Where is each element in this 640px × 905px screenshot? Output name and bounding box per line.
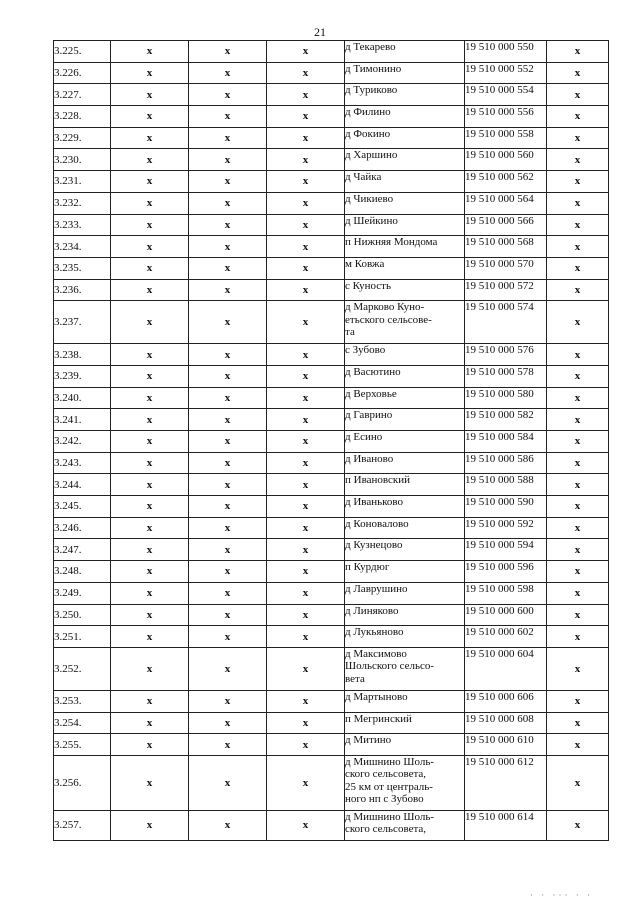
x-mark: x [189,149,267,171]
okato-code: 19 510 000 560 [465,149,547,171]
table-row [54,192,609,214]
x-mark: x [547,41,609,63]
x-mark: x [547,365,609,387]
x-mark: x [267,409,345,431]
x-mark: x [547,214,609,236]
x-mark: x [547,712,609,734]
table-row [54,214,609,236]
table-row [54,236,609,258]
x-mark: x [111,257,189,279]
x-mark: x [267,171,345,193]
x-mark: x [111,365,189,387]
x-mark: x [111,734,189,756]
okato-code: 19 510 000 602 [465,626,547,648]
x-mark: x [547,561,609,583]
row-number: 3.230. [54,149,111,171]
settlement-name: д Линяково [345,604,465,626]
x-mark: x [267,517,345,539]
x-mark: x [189,171,267,193]
x-mark: x [189,626,267,648]
x-mark: x [267,626,345,648]
x-mark: x [547,84,609,106]
table-row [54,62,609,84]
row-number: 3.242. [54,431,111,453]
table-row [54,690,609,712]
x-mark: x [111,409,189,431]
x-mark: x [267,41,345,63]
settlement-name: п Мегринский [345,712,465,734]
x-mark: x [547,604,609,626]
table-row [54,106,609,128]
settlement-name: д Филино [345,106,465,128]
table-row [54,496,609,518]
x-mark: x [267,604,345,626]
x-mark: x [189,604,267,626]
table-row [54,561,609,583]
settlement-name: д Чайка [345,171,465,193]
x-mark: x [189,236,267,258]
row-number: 3.253. [54,690,111,712]
table-row [54,127,609,149]
settlement-name: д Чикиево [345,192,465,214]
settlement-name: п Ивановский [345,474,465,496]
settlement-name: с Зубово [345,344,465,366]
settlement-name: д Лаврушино [345,582,465,604]
x-mark: x [111,690,189,712]
table-row [54,409,609,431]
okato-code: 19 510 000 598 [465,582,547,604]
row-number: 3.255. [54,734,111,756]
x-mark: x [547,496,609,518]
x-mark: x [267,344,345,366]
table-row [54,149,609,171]
okato-code: 19 510 000 600 [465,604,547,626]
okato-code: 19 510 000 582 [465,409,547,431]
settlement-name: д Мишнино Шоль- ского сельсовета, [345,810,465,840]
x-mark: x [267,474,345,496]
x-mark: x [547,171,609,193]
x-mark: x [267,301,345,344]
table-row [54,431,609,453]
settlement-name: д Туриково [345,84,465,106]
x-mark: x [111,301,189,344]
x-mark: x [189,712,267,734]
x-mark: x [111,106,189,128]
x-mark: x [189,517,267,539]
okato-code: 19 510 000 586 [465,452,547,474]
settlement-name: д Лукьяново [345,626,465,648]
x-mark: x [111,62,189,84]
table-row [54,604,609,626]
x-mark: x [547,431,609,453]
table-row [54,41,609,63]
settlement-name: д Максимово Шольского сельсо- вета [345,647,465,690]
x-mark: x [111,647,189,690]
table-row [54,387,609,409]
okato-code: 19 510 000 596 [465,561,547,583]
okato-code: 19 510 000 562 [465,171,547,193]
table-body [54,41,609,841]
settlement-name: д Есино [345,431,465,453]
row-number: 3.257. [54,810,111,840]
row-number: 3.248. [54,561,111,583]
x-mark: x [267,236,345,258]
x-mark: x [267,496,345,518]
table-row [54,755,609,810]
x-mark: x [547,474,609,496]
x-mark: x [111,236,189,258]
x-mark: x [267,149,345,171]
x-mark: x [189,301,267,344]
row-number: 3.235. [54,257,111,279]
row-number: 3.244. [54,474,111,496]
row-number: 3.228. [54,106,111,128]
table-row [54,344,609,366]
x-mark: x [547,647,609,690]
settlements-table [53,40,609,841]
row-number: 3.250. [54,604,111,626]
okato-code: 19 510 000 612 [465,755,547,810]
x-mark: x [189,127,267,149]
okato-code: 19 510 000 574 [465,301,547,344]
x-mark: x [189,344,267,366]
x-mark: x [547,127,609,149]
row-number: 3.241. [54,409,111,431]
x-mark: x [189,474,267,496]
settlement-name: д Фокино [345,127,465,149]
x-mark: x [111,561,189,583]
x-mark: x [267,214,345,236]
x-mark: x [267,690,345,712]
settlement-name: д Текарево [345,41,465,63]
okato-code: 19 510 000 566 [465,214,547,236]
row-number: 3.239. [54,365,111,387]
row-number: 3.249. [54,582,111,604]
settlement-name: д Кузнецово [345,539,465,561]
settlement-name: с Куность [345,279,465,301]
okato-code: 19 510 000 606 [465,690,547,712]
okato-code: 19 510 000 590 [465,496,547,518]
row-number: 3.240. [54,387,111,409]
x-mark: x [267,810,345,840]
row-number: 3.237. [54,301,111,344]
settlement-name: д Харшино [345,149,465,171]
settlement-name: д Иваньково [345,496,465,518]
table-row [54,647,609,690]
okato-code: 19 510 000 554 [465,84,547,106]
x-mark: x [267,127,345,149]
x-mark: x [547,755,609,810]
x-mark: x [547,344,609,366]
table-row [54,810,609,840]
x-mark: x [189,279,267,301]
x-mark: x [267,192,345,214]
row-number: 3.245. [54,496,111,518]
x-mark: x [267,257,345,279]
x-mark: x [189,539,267,561]
settlement-name: д Тимонино [345,62,465,84]
settlement-name: д Митино [345,734,465,756]
x-mark: x [547,452,609,474]
x-mark: x [189,810,267,840]
okato-code: 19 510 000 610 [465,734,547,756]
okato-code: 19 510 000 608 [465,712,547,734]
okato-code: 19 510 000 570 [465,257,547,279]
row-number: 3.252. [54,647,111,690]
x-mark: x [111,41,189,63]
x-mark: x [267,387,345,409]
okato-code: 19 510 000 552 [465,62,547,84]
x-mark: x [189,192,267,214]
settlement-name: д Иваново [345,452,465,474]
x-mark: x [189,62,267,84]
row-number: 3.227. [54,84,111,106]
table-row [54,474,609,496]
row-number: 3.236. [54,279,111,301]
x-mark: x [189,755,267,810]
x-mark: x [189,452,267,474]
x-mark: x [547,734,609,756]
x-mark: x [547,106,609,128]
settlement-name: д Марково Куно- етьского сельсове- та [345,301,465,344]
okato-code: 19 510 000 568 [465,236,547,258]
x-mark: x [547,810,609,840]
row-number: 3.234. [54,236,111,258]
row-number: 3.247. [54,539,111,561]
x-mark: x [111,474,189,496]
page-number: 21 [314,25,326,39]
settlement-name: д Мартыново [345,690,465,712]
okato-code: 19 510 000 564 [465,192,547,214]
x-mark: x [267,452,345,474]
x-mark: x [111,214,189,236]
x-mark: x [111,496,189,518]
x-mark: x [267,106,345,128]
table-row [54,171,609,193]
scan-artifact: · · ··· · · [530,890,593,900]
x-mark: x [547,149,609,171]
x-mark: x [111,149,189,171]
x-mark: x [267,431,345,453]
okato-code: 19 510 000 572 [465,279,547,301]
row-number: 3.226. [54,62,111,84]
x-mark: x [267,62,345,84]
x-mark: x [547,387,609,409]
x-mark: x [111,387,189,409]
x-mark: x [547,539,609,561]
x-mark: x [111,279,189,301]
settlement-name: д Гаврино [345,409,465,431]
x-mark: x [267,561,345,583]
settlement-name: д Коновалово [345,517,465,539]
settlement-name: п Нижняя Мондома [345,236,465,258]
row-number: 3.251. [54,626,111,648]
x-mark: x [111,84,189,106]
x-mark: x [111,582,189,604]
x-mark: x [189,387,267,409]
okato-code: 19 510 000 584 [465,431,547,453]
x-mark: x [267,84,345,106]
okato-code: 19 510 000 604 [465,647,547,690]
x-mark: x [111,192,189,214]
x-mark: x [111,431,189,453]
x-mark: x [267,734,345,756]
row-number: 3.238. [54,344,111,366]
okato-code: 19 510 000 578 [465,365,547,387]
x-mark: x [111,171,189,193]
x-mark: x [189,214,267,236]
settlement-name: д Шейкино [345,214,465,236]
okato-code: 19 510 000 614 [465,810,547,840]
x-mark: x [547,279,609,301]
table-row [54,279,609,301]
x-mark: x [111,604,189,626]
x-mark: x [547,626,609,648]
x-mark: x [189,496,267,518]
x-mark: x [111,755,189,810]
settlement-name: д Васютино [345,365,465,387]
okato-code: 19 510 000 592 [465,517,547,539]
x-mark: x [111,127,189,149]
x-mark: x [189,431,267,453]
x-mark: x [267,582,345,604]
row-number: 3.233. [54,214,111,236]
okato-code: 19 510 000 588 [465,474,547,496]
x-mark: x [267,755,345,810]
x-mark: x [111,344,189,366]
x-mark: x [267,279,345,301]
x-mark: x [189,41,267,63]
x-mark: x [547,582,609,604]
settlement-name: д Мишнино Шоль- ского сельсовета, 25 км от централь- ного нп с Зубово [345,755,465,810]
x-mark: x [189,647,267,690]
x-mark: x [111,626,189,648]
x-mark: x [111,712,189,734]
okato-code: 19 510 000 580 [465,387,547,409]
okato-code: 19 510 000 576 [465,344,547,366]
okato-code: 19 510 000 594 [465,539,547,561]
okato-code: 19 510 000 556 [465,106,547,128]
table-row [54,582,609,604]
x-mark: x [111,810,189,840]
table-row [54,257,609,279]
x-mark: x [189,582,267,604]
x-mark: x [267,647,345,690]
x-mark: x [189,365,267,387]
settlement-name: п Курдюг [345,561,465,583]
x-mark: x [111,539,189,561]
row-number: 3.254. [54,712,111,734]
x-mark: x [267,539,345,561]
row-number: 3.246. [54,517,111,539]
table-row [54,712,609,734]
okato-code: 19 510 000 558 [465,127,547,149]
x-mark: x [547,690,609,712]
x-mark: x [111,517,189,539]
table-row [54,626,609,648]
x-mark: x [547,257,609,279]
table-row [54,452,609,474]
table-row [54,84,609,106]
x-mark: x [111,452,189,474]
x-mark: x [547,301,609,344]
row-number: 3.256. [54,755,111,810]
row-number: 3.231. [54,171,111,193]
x-mark: x [267,712,345,734]
x-mark: x [189,734,267,756]
table-row [54,734,609,756]
okato-code: 19 510 000 550 [465,41,547,63]
x-mark: x [267,365,345,387]
row-number: 3.229. [54,127,111,149]
x-mark: x [189,84,267,106]
x-mark: x [189,106,267,128]
x-mark: x [189,561,267,583]
table-row [54,517,609,539]
x-mark: x [547,409,609,431]
x-mark: x [547,517,609,539]
x-mark: x [189,690,267,712]
row-number: 3.243. [54,452,111,474]
table-row [54,365,609,387]
x-mark: x [547,236,609,258]
x-mark: x [189,257,267,279]
row-number: 3.225. [54,41,111,63]
x-mark: x [189,409,267,431]
row-number: 3.232. [54,192,111,214]
settlement-name: д Верховье [345,387,465,409]
table-row [54,301,609,344]
table-row [54,539,609,561]
x-mark: x [547,192,609,214]
settlement-name: м Ковжа [345,257,465,279]
x-mark: x [547,62,609,84]
